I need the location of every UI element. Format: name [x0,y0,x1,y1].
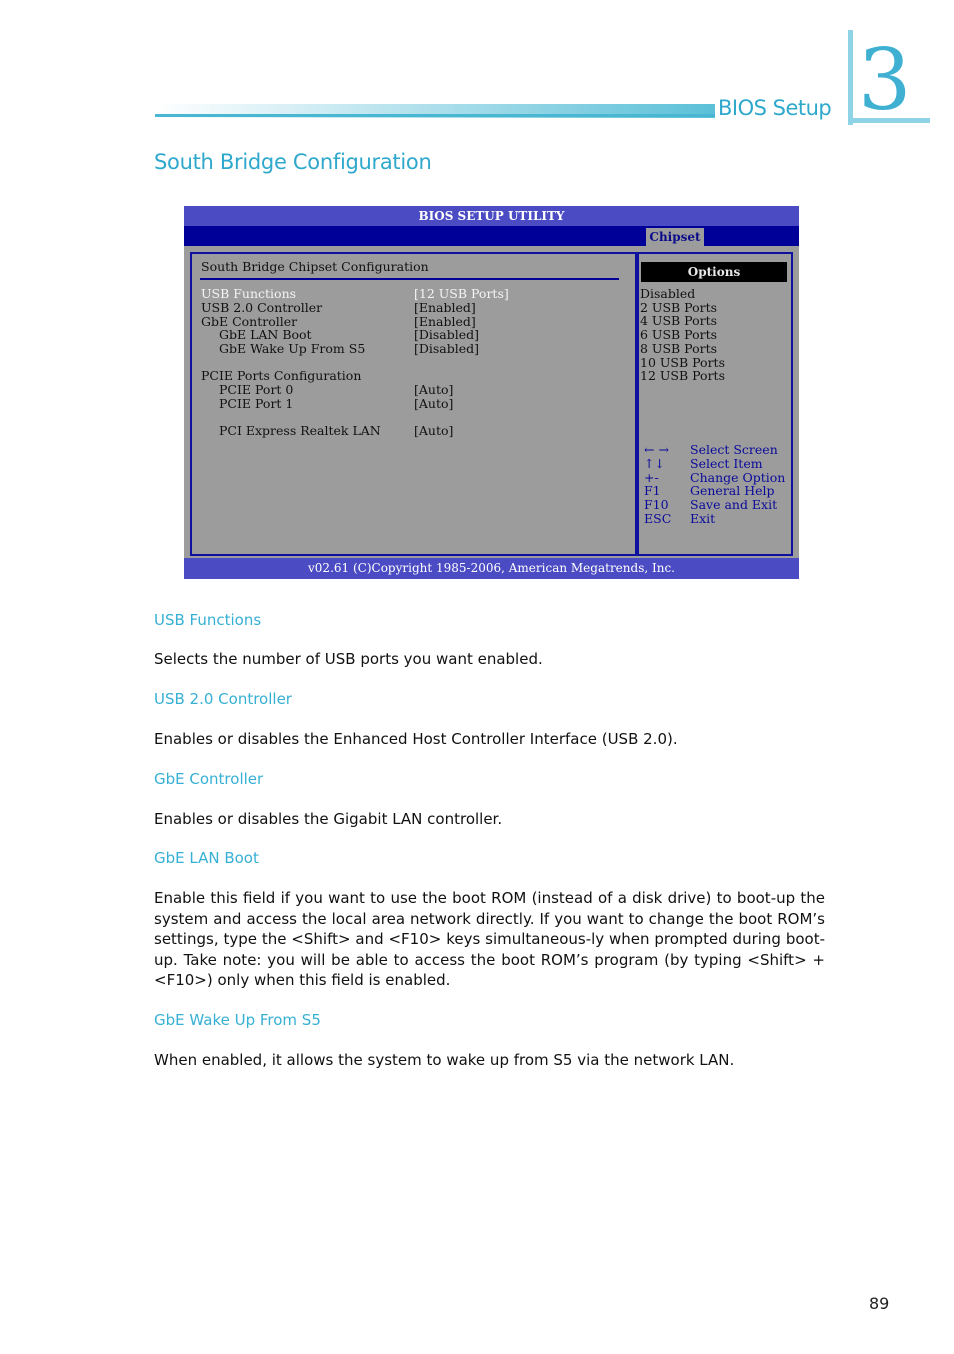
bios-setting-label: GbE Wake Up From S5 [219,341,366,356]
bios-setting-row[interactable] [201,301,621,315]
bios-setting-value: [12 USB Ports] [414,286,509,301]
bios-tab-bar [184,226,799,246]
bios-options-panel [635,252,793,556]
bios-screenshot [184,206,799,579]
bios-copyright-footer: v02.61 (C)Copyright 1985-2006, American Megatrends, Inc. [184,558,799,579]
bios-setting-label: PCIE Port 0 [219,382,294,397]
bios-panel-title: South Bridge Chipset Configuration [201,259,429,274]
header-rule [155,114,715,117]
option-item: 10 USB Ports [640,354,725,370]
option-item: 8 USB Ports [640,340,718,356]
option-item: Disabled [640,286,696,301]
bios-setting-label: USB Functions [201,286,297,301]
bios-panel-title-rule [200,278,619,280]
key-description: General Help [690,483,775,499]
bios-setting-row[interactable] [219,342,639,356]
text-usb-2-controller: Enables or disables the Enhanced Host Controller Interface (USB 2.0). [154,730,678,748]
key-name: ↑↓ [644,455,665,471]
bios-setting-value: [Auto] [414,382,454,397]
text-gbe-controller: Enables or disables the Gigabit LAN controller. [154,810,503,828]
bios-setting-label: GbE LAN Boot [219,327,312,342]
key-description: Exit [690,511,716,526]
options-header: Options [641,262,787,282]
bios-utility-title: BIOS SETUP UTILITY [184,206,799,226]
key-name: F1 [644,483,661,499]
section-title: South Bridge Configuration [154,150,432,174]
bios-setting-row[interactable] [201,287,621,301]
heading-gbe-wake-up: GbE Wake Up From S5 [154,1011,321,1029]
key-name: +- [644,469,659,485]
key-description: Save and Exit [690,497,778,513]
option-item: 12 USB Ports [640,368,725,384]
bios-setting-value: [Auto] [414,423,454,438]
bios-setting-value: [Disabled] [414,327,480,342]
bios-setting-row[interactable] [219,424,639,438]
option-item: 4 USB Ports [640,313,718,329]
bios-setting-value: [Enabled] [414,300,476,315]
bios-setting-row[interactable] [219,328,639,342]
bios-setting-label: PCIE Ports Configuration [201,368,362,383]
text-gbe-lan-boot: Enable this field if you want to use the boot ROM (instead of a disk drive) to boot-up the system and access the local area network directly. If you want to change the boot ROM’s settings, type the <Shift> and <F10> keys simultaneous-ly when prompted during boot-up. Take note: you will be able to access the boot ROM’s program (by typing <Shift> + <F10>) only when this field is enabled. [154,889,825,989]
tab-chipset[interactable]: Chipset [646,228,704,246]
text-usb-functions: Selects the number of USB ports you want enabled. [154,650,543,668]
bios-setting-label: USB 2.0 Controller [201,300,323,315]
key-description: Change Option [690,469,786,485]
chapter-number: 3 [858,31,912,129]
bios-setting-value: [Disabled] [414,341,480,356]
option-item: 2 USB Ports [640,299,718,315]
bios-setting-label: PCIE Port 1 [219,396,294,411]
chapter-box-left-edge [848,30,853,125]
bios-setting-label: PCI Express Realtek LAN [219,423,381,438]
heading-gbe-lan-boot: GbE LAN Boot [154,849,259,867]
key-name: ← → [644,442,669,457]
key-description: Select Item [690,455,763,471]
header-section-label: BIOS Setup [718,96,832,120]
key-name: ESC [644,511,672,526]
bios-setting-label: GbE Controller [201,314,298,329]
option-item: 6 USB Ports [640,327,718,343]
bios-setting-row[interactable] [201,369,621,383]
bios-setting-row[interactable] [219,383,639,397]
heading-usb-2-controller: USB 2.0 Controller [154,690,292,708]
bios-setting-value: [Enabled] [414,314,476,329]
text-gbe-wake-up: When enabled, it allows the system to wake up from S5 via the network LAN. [154,1051,735,1069]
bios-settings-panel [190,252,639,556]
heading-gbe-controller: GbE Controller [154,770,264,788]
page-number: 89 [869,1294,890,1313]
heading-usb-functions: USB Functions [154,611,262,629]
bios-setting-row[interactable] [219,397,639,411]
bios-setting-value: [Auto] [414,396,454,411]
key-description: Select Screen [690,442,778,457]
key-name: F10 [644,497,669,513]
